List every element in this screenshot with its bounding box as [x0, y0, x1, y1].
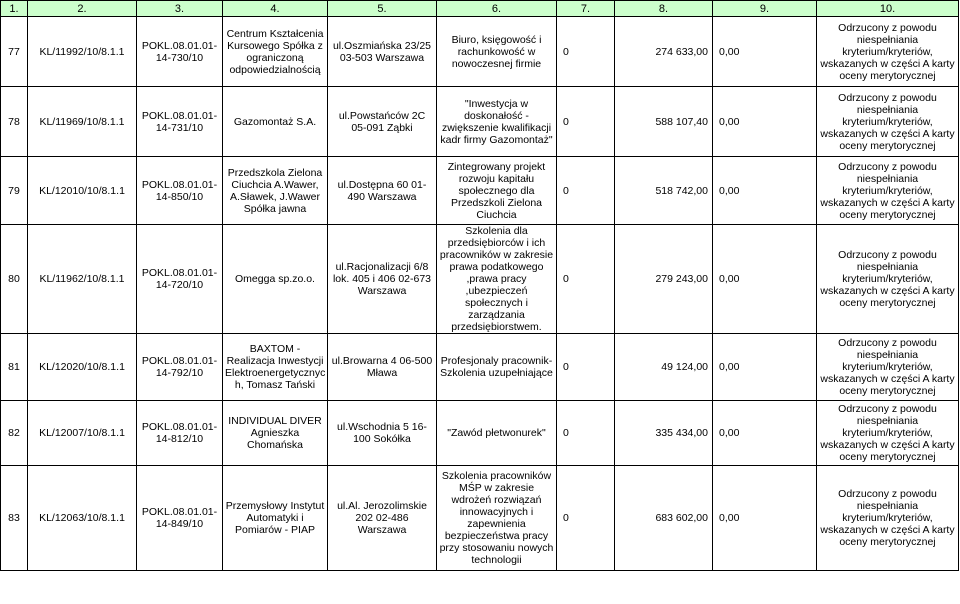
project-code: POKL.08.01.01-14-849/10 — [137, 466, 223, 571]
header-cell: 3. — [137, 1, 223, 17]
table-row — [1, 87, 959, 157]
row-number: 81 — [1, 334, 28, 401]
applicant-name: BAXTOM - Realizacja Inwestycji Elektroenergetycznyc h, Tomasz Tański — [223, 334, 328, 401]
own-contribution: 0,00 — [713, 401, 817, 466]
applicant-address: ul.Racjonalizacji 6/8 lok. 405 i 406 02-673 Warszawa — [328, 225, 437, 334]
project-title: "Inwestycja w doskonałość - zwiększenie kwalifikacji kadr firmy Gazomontaż" — [437, 87, 557, 157]
applicant-name: Przedszkola Zielona Ciuchcia A.Wawer, A.Sławek, J.Wawer Spółka jawna — [223, 157, 328, 225]
score: 0 — [557, 157, 615, 225]
applicant-name: Przemysłowy Instytut Automatyki i Pomiarów - PIAP — [223, 466, 328, 571]
application-number: KL/12007/10/8.1.1 — [28, 401, 137, 466]
application-number: KL/11962/10/8.1.1 — [28, 225, 137, 334]
header-cell: 4. — [223, 1, 328, 17]
table-row — [1, 401, 959, 466]
project-code: POKL.08.01.01-14-850/10 — [137, 157, 223, 225]
own-contribution: 0,00 — [713, 334, 817, 401]
score: 0 — [557, 401, 615, 466]
project-code: POKL.08.01.01-14-730/10 — [137, 17, 223, 87]
table-row — [1, 466, 959, 571]
header-cell: 7. — [557, 1, 615, 17]
amount: 683 602,00 — [615, 466, 713, 571]
application-number: KL/11992/10/8.1.1 — [28, 17, 137, 87]
header-cell: 2. — [28, 1, 137, 17]
amount: 49 124,00 — [615, 334, 713, 401]
table-row — [1, 17, 959, 87]
amount: 274 633,00 — [615, 17, 713, 87]
project-title: Profesjonaly pracownik- Szkolenia uzupełniające — [437, 334, 557, 401]
remarks: Odrzucony z powodu niespełniania kryterium/kryteriów, wskazanych w części A karty oceny merytorycznej — [817, 225, 959, 334]
table-row — [1, 157, 959, 225]
row-number: 77 — [1, 17, 28, 87]
project-title: Szkolenia dla przedsiębiorców i ich pracowników w zakresie prawa podatkowego ,prawa pracy ,ubezpieczeń społecznych i zarządzania przedsiębiorstwem. — [437, 225, 557, 334]
own-contribution: 0,00 — [713, 225, 817, 334]
project-code: POKL.08.01.01-14-792/10 — [137, 334, 223, 401]
remarks: Odrzucony z powodu niespełniania kryterium/kryteriów, wskazanych w części A karty oceny merytorycznej — [817, 466, 959, 571]
amount: 518 742,00 — [615, 157, 713, 225]
project-title: "Zawód płetwonurek" — [437, 401, 557, 466]
remarks: Odrzucony z powodu niespełniania kryterium/kryteriów, wskazanych w części A karty oceny merytorycznej — [817, 334, 959, 401]
remarks: Odrzucony z powodu niespełniania kryterium/kryteriów, wskazanych w części A karty oceny merytorycznej — [817, 157, 959, 225]
score: 0 — [557, 334, 615, 401]
own-contribution: 0,00 — [713, 466, 817, 571]
own-contribution: 0,00 — [713, 157, 817, 225]
header-cell: 8. — [615, 1, 713, 17]
row-number: 79 — [1, 157, 28, 225]
own-contribution: 0,00 — [713, 17, 817, 87]
project-code: POKL.08.01.01-14-720/10 — [137, 225, 223, 334]
applicant-address: ul.Al. Jerozolimskie 202 02-486 Warszawa — [328, 466, 437, 571]
project-title: Biuro, księgowość i rachunkowość w nowoczesnej firmie — [437, 17, 557, 87]
applicant-address: ul.Wschodnia 5 16-100 Sokółka — [328, 401, 437, 466]
header-cell: 9. — [713, 1, 817, 17]
table-row — [1, 334, 959, 401]
own-contribution: 0,00 — [713, 87, 817, 157]
header-cell: 5. — [328, 1, 437, 17]
applicant-address: ul.Oszmiańska 23/25 03-503 Warszawa — [328, 17, 437, 87]
project-title: Szkolenia pracowników MŚP w zakresie wdrożeń rozwiązań innowacyjnych i zapewnienia bezpieczeństwa pracy przy stosowaniu nowych technologii — [437, 466, 557, 571]
application-number: KL/12010/10/8.1.1 — [28, 157, 137, 225]
remarks: Odrzucony z powodu niespełniania kryterium/kryteriów, wskazanych w części A karty oceny merytorycznej — [817, 17, 959, 87]
table-row — [1, 225, 959, 334]
application-number: KL/12063/10/8.1.1 — [28, 466, 137, 571]
header-row — [1, 1, 959, 17]
row-number: 83 — [1, 466, 28, 571]
applicant-name: Centrum Kształcenia Kursowego Spółka z ograniczoną odpowiedzialnością — [223, 17, 328, 87]
project-code: POKL.08.01.01-14-731/10 — [137, 87, 223, 157]
amount: 279 243,00 — [615, 225, 713, 334]
remarks: Odrzucony z powodu niespełniania kryterium/kryteriów, wskazanych w części A karty oceny merytorycznej — [817, 87, 959, 157]
project-title: Zintegrowany projekt rozwoju kapitału społecznego dla Przedszkoli Zielona Ciuchcia — [437, 157, 557, 225]
score: 0 — [557, 87, 615, 157]
applicant-address: ul.Browarna 4 06-500 Mława — [328, 334, 437, 401]
applicant-name: INDIVIDUAL DIVER Agnieszka Chomańska — [223, 401, 328, 466]
project-code: POKL.08.01.01-14-812/10 — [137, 401, 223, 466]
applicant-address: ul.Dostępna 60 01-490 Warszawa — [328, 157, 437, 225]
score: 0 — [557, 17, 615, 87]
remarks: Odrzucony z powodu niespełniania kryterium/kryteriów, wskazanych w części A karty oceny merytorycznej — [817, 401, 959, 466]
application-number: KL/12020/10/8.1.1 — [28, 334, 137, 401]
applicant-name: Gazomontaż S.A. — [223, 87, 328, 157]
application-number: KL/11969/10/8.1.1 — [28, 87, 137, 157]
row-number: 78 — [1, 87, 28, 157]
header-cell: 10. — [817, 1, 959, 17]
amount: 335 434,00 — [615, 401, 713, 466]
header-cell: 6. — [437, 1, 557, 17]
row-number: 82 — [1, 401, 28, 466]
row-number: 80 — [1, 225, 28, 334]
score: 0 — [557, 466, 615, 571]
applicant-address: ul.Powstańców 2C 05-091 Ząbki — [328, 87, 437, 157]
applicant-name: Omegga sp.zo.o. — [223, 225, 328, 334]
score: 0 — [557, 225, 615, 334]
amount: 588 107,40 — [615, 87, 713, 157]
header-cell: 1. — [1, 1, 28, 17]
